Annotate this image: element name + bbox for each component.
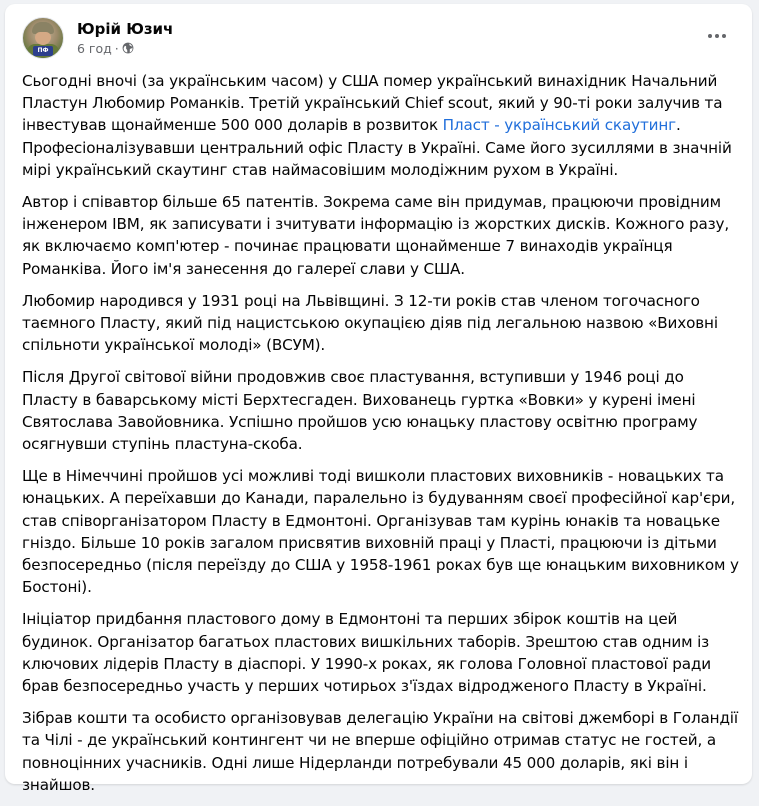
- post-paragraph: Після Другої світової війни продовжив своє пластування, вступивши у 1946 році до Пласту в баварському місті Берхтесгаден. Вихованець гуртка «Вовки» у курені імені Святослава Завойовника. Успішно пройшов усю юнацьку пластову освітню програму осягнувши ступінь пластуна-скоба.: [22, 368, 698, 454]
- more-horizontal-icon-dot: [715, 34, 719, 38]
- post-timestamp[interactable]: 6 год: [77, 40, 112, 56]
- post-meta: [77, 20, 173, 57]
- paragraph-text: Сьогодні вночі (за українським часом) у США помер український винахідник Начальний Пластун Любомир Романків. Третій український Chief scout, який у 90-ті роки залучив та інвестував щонайменше 500 000 доларів в розвиток: [22, 72, 723, 135]
- post-paragraph: Зібрав кошти та особисто організовував делегацію України на світові джемборі в Голандії та Чілі - де український контингент чи не вперше офіційно отримав статус не гостей, а повноцінних учасників. Одні лише Нідерланди потребували 45 000 доларів, які він і знайшов.: [22, 709, 738, 794]
- meta-separator: ·: [114, 40, 119, 56]
- page-link-plast[interactable]: Пласт - український скаутинг: [442, 116, 676, 135]
- post-paragraph: Ще в Німеччині пройшов усі можливі тоді вишколи пластових виховників - новацьких та юнацьких. А переїхавши до Канади, паралельно із будуванням своєї професійної кар'єри, став співорганізатором Пласту в Едмонтоні. Організував там курінь юнаків та новацьке гніздо. Більше 10 років загалом присвятив виховній праці у Пласті, працюючи із дітьми безпосередньо (після переїзду до США у 1958-1961 роках був ще юнацьким виховником у Бостоні).: [22, 467, 739, 597]
- author-avatar[interactable]: [22, 17, 64, 59]
- paragraph-text: . Професіоналізувавши центральний офіс Пласту в Україні. Саме його зусиллями в значній мірі український скаутинг став наймасовішим молодіжним рухом в Україні.: [22, 116, 732, 179]
- globe-icon[interactable]: [122, 42, 134, 54]
- post-paragraph: [22, 70, 744, 181]
- post-card: [5, 4, 752, 794]
- post-paragraph: Ініціатор придбання пластового дому в Едмонтоні та перших збірок коштів на цей будинок. Організатор багатьох пластових вишкільних таборів. Зрештою став одним із ключових лідерів Пласту в діаспорі. У 1990-х роках, як голова Головної пластової ради брав безпосередньо участь у перших чотирьох з'їздах відродженого Пласту в Україні.: [22, 610, 711, 696]
- avatar-badge: ПФ: [33, 46, 53, 56]
- more-horizontal-icon-dot: [722, 34, 726, 38]
- post-header: [22, 16, 173, 60]
- author-name[interactable]: Юрій Юзич: [77, 19, 174, 38]
- post-subline: [77, 40, 173, 57]
- post-options-button[interactable]: [706, 30, 728, 42]
- post-text: [22, 70, 744, 806]
- post-paragraph: Любомир народився у 1931 році на Львівщині. З 12-ти років став членом тогочасного таємного Пласту, який під нацистською окупацією діяв під легальною назвою «Виховні спільноти української молоді» (ВСУМ).: [22, 291, 718, 355]
- more-horizontal-icon-dot: [708, 34, 712, 38]
- post-paragraph: Автор і співавтор більше 65 патентів. Зокрема саме він придумав, працюючи провідним інженером IBM, як записувати і зчитувати інформацію із жорстких дисків. Кожного разу, як включаємо комп'ютер - починає працювати щонайменше 7 винаходів українця Романківа. Його ім'я занесення до галереї слави у США.: [22, 193, 730, 278]
